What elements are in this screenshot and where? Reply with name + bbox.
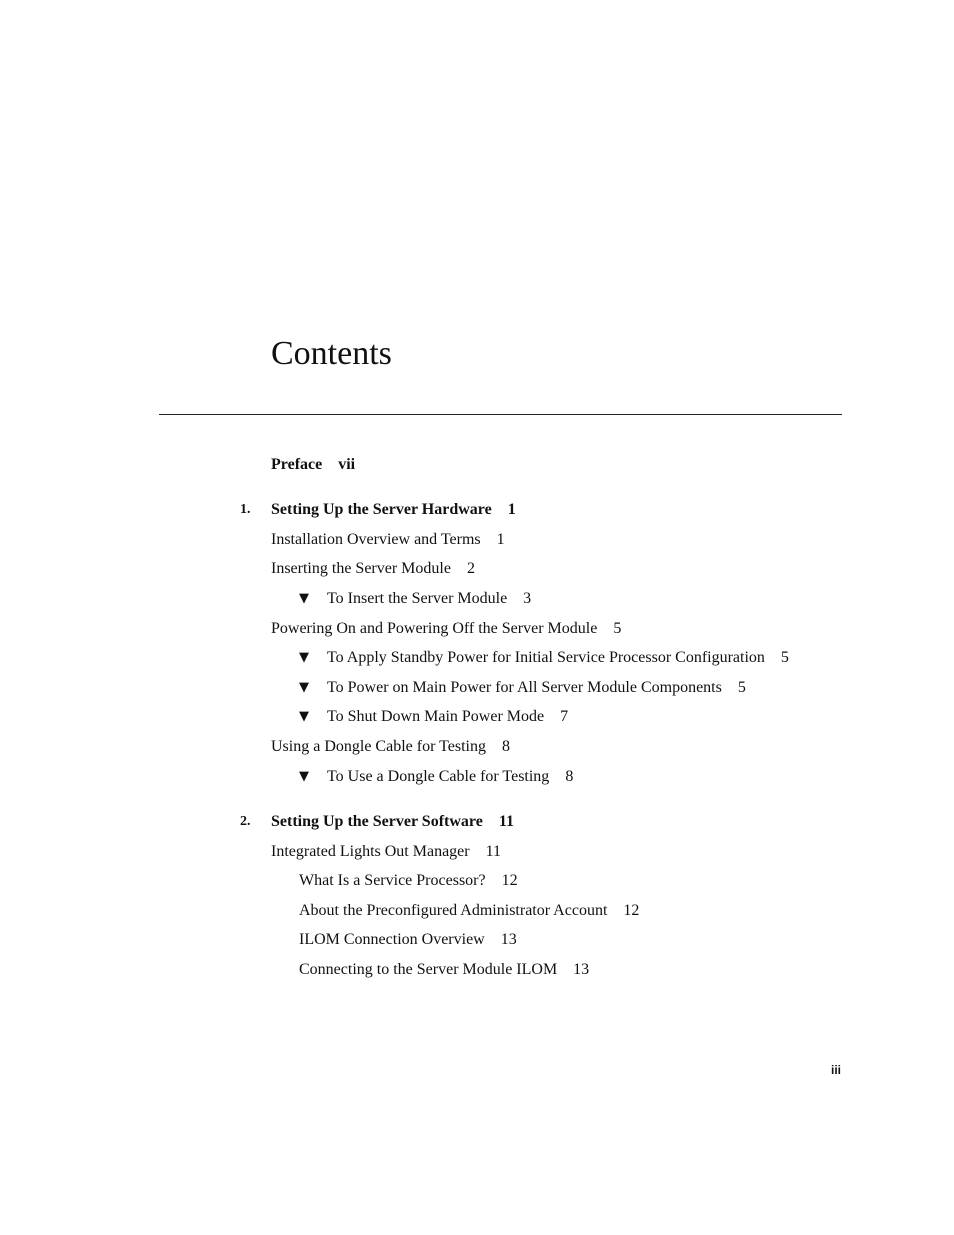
toc-entry-page: 1 <box>496 531 505 548</box>
toc-entry-procedure[interactable] <box>327 707 568 727</box>
toc-entry-label: Installation Overview and Terms <box>271 531 481 548</box>
toc-entry-page: 3 <box>523 590 532 607</box>
toc-entry-label: Setting Up the Server Software <box>271 813 483 830</box>
procedure-triangle-icon: ▼ <box>299 650 309 665</box>
toc-entry[interactable] <box>271 619 621 639</box>
toc-entry-label: Connecting to the Server Module ILOM <box>299 961 558 978</box>
toc-entry-label: What Is a Service Processor? <box>299 872 486 889</box>
toc-entry-page: vii <box>338 456 356 473</box>
procedure-triangle-icon: ▼ <box>299 709 309 724</box>
toc-entry-preface[interactable] <box>271 455 355 475</box>
toc-entry-chapter-2[interactable] <box>271 812 514 832</box>
title-rule <box>159 414 842 415</box>
toc-entry-page: 8 <box>565 768 574 785</box>
toc-entry-subsection[interactable] <box>299 871 518 891</box>
procedure-triangle-icon: ▼ <box>299 680 309 695</box>
chapter-number: 1. <box>240 502 251 517</box>
toc-entry-procedure[interactable] <box>327 678 746 698</box>
toc-entry[interactable] <box>271 530 505 550</box>
toc-entry-label: To Insert the Server Module <box>327 590 508 607</box>
toc-entry-subsection[interactable] <box>299 960 589 980</box>
toc-entry-page: 12 <box>623 902 640 919</box>
toc-entry-subsection[interactable] <box>299 930 517 950</box>
toc-entry-page: 1 <box>507 501 516 518</box>
toc-entry-page: 5 <box>780 649 789 666</box>
page-title: Contents <box>271 335 392 372</box>
toc-entry-label: Preface <box>271 456 323 473</box>
toc-entry[interactable] <box>271 842 501 862</box>
page-number: iii <box>831 1063 842 1077</box>
toc-entry[interactable] <box>271 737 510 757</box>
toc-entry-procedure[interactable] <box>327 648 789 668</box>
procedure-triangle-icon: ▼ <box>299 769 309 784</box>
toc-entry-page: 8 <box>502 738 510 755</box>
toc-entry-label: Setting Up the Server Hardware <box>271 501 492 518</box>
toc-entry-label: Inserting the Server Module <box>271 560 451 577</box>
toc-entry-page: 12 <box>501 872 518 889</box>
toc-entry-label: To Shut Down Main Power Mode <box>327 708 545 725</box>
toc-entry-page: 13 <box>500 931 517 948</box>
toc-entry[interactable] <box>271 559 475 579</box>
toc-entry-subsection[interactable] <box>299 901 639 921</box>
toc-entry-label: About the Preconfigured Administrator Account <box>299 902 608 919</box>
toc-entry-chapter-1[interactable] <box>271 500 516 520</box>
toc-entry-label: To Use a Dongle Cable for Testing <box>327 768 550 785</box>
toc-entry-label: Using a Dongle Cable for Testing <box>271 738 486 755</box>
toc-entry-label: Powering On and Powering Off the Server Module <box>271 620 598 637</box>
toc-entry-label: ILOM Connection Overview <box>299 931 485 948</box>
toc-entry-label: To Apply Standby Power for Initial Service Processor Configuration <box>327 649 765 666</box>
toc-entry-page: 13 <box>573 961 590 978</box>
procedure-triangle-icon: ▼ <box>299 591 309 606</box>
toc-entry-label: To Power on Main Power for All Server Module Components <box>327 679 722 696</box>
toc-entry-procedure[interactable] <box>327 767 573 787</box>
chapter-number: 2. <box>240 814 251 829</box>
toc-entry-label: Integrated Lights Out Manager <box>271 843 470 860</box>
toc-entry-page: 11 <box>485 843 502 860</box>
toc-entry-procedure[interactable] <box>327 589 531 609</box>
toc-entry-page: 5 <box>613 620 622 637</box>
toc-entry-page: 11 <box>498 813 514 830</box>
toc-entry-page: 7 <box>560 708 569 725</box>
toc-entry-page: 5 <box>737 679 746 696</box>
toc-entry-page: 2 <box>466 560 475 577</box>
